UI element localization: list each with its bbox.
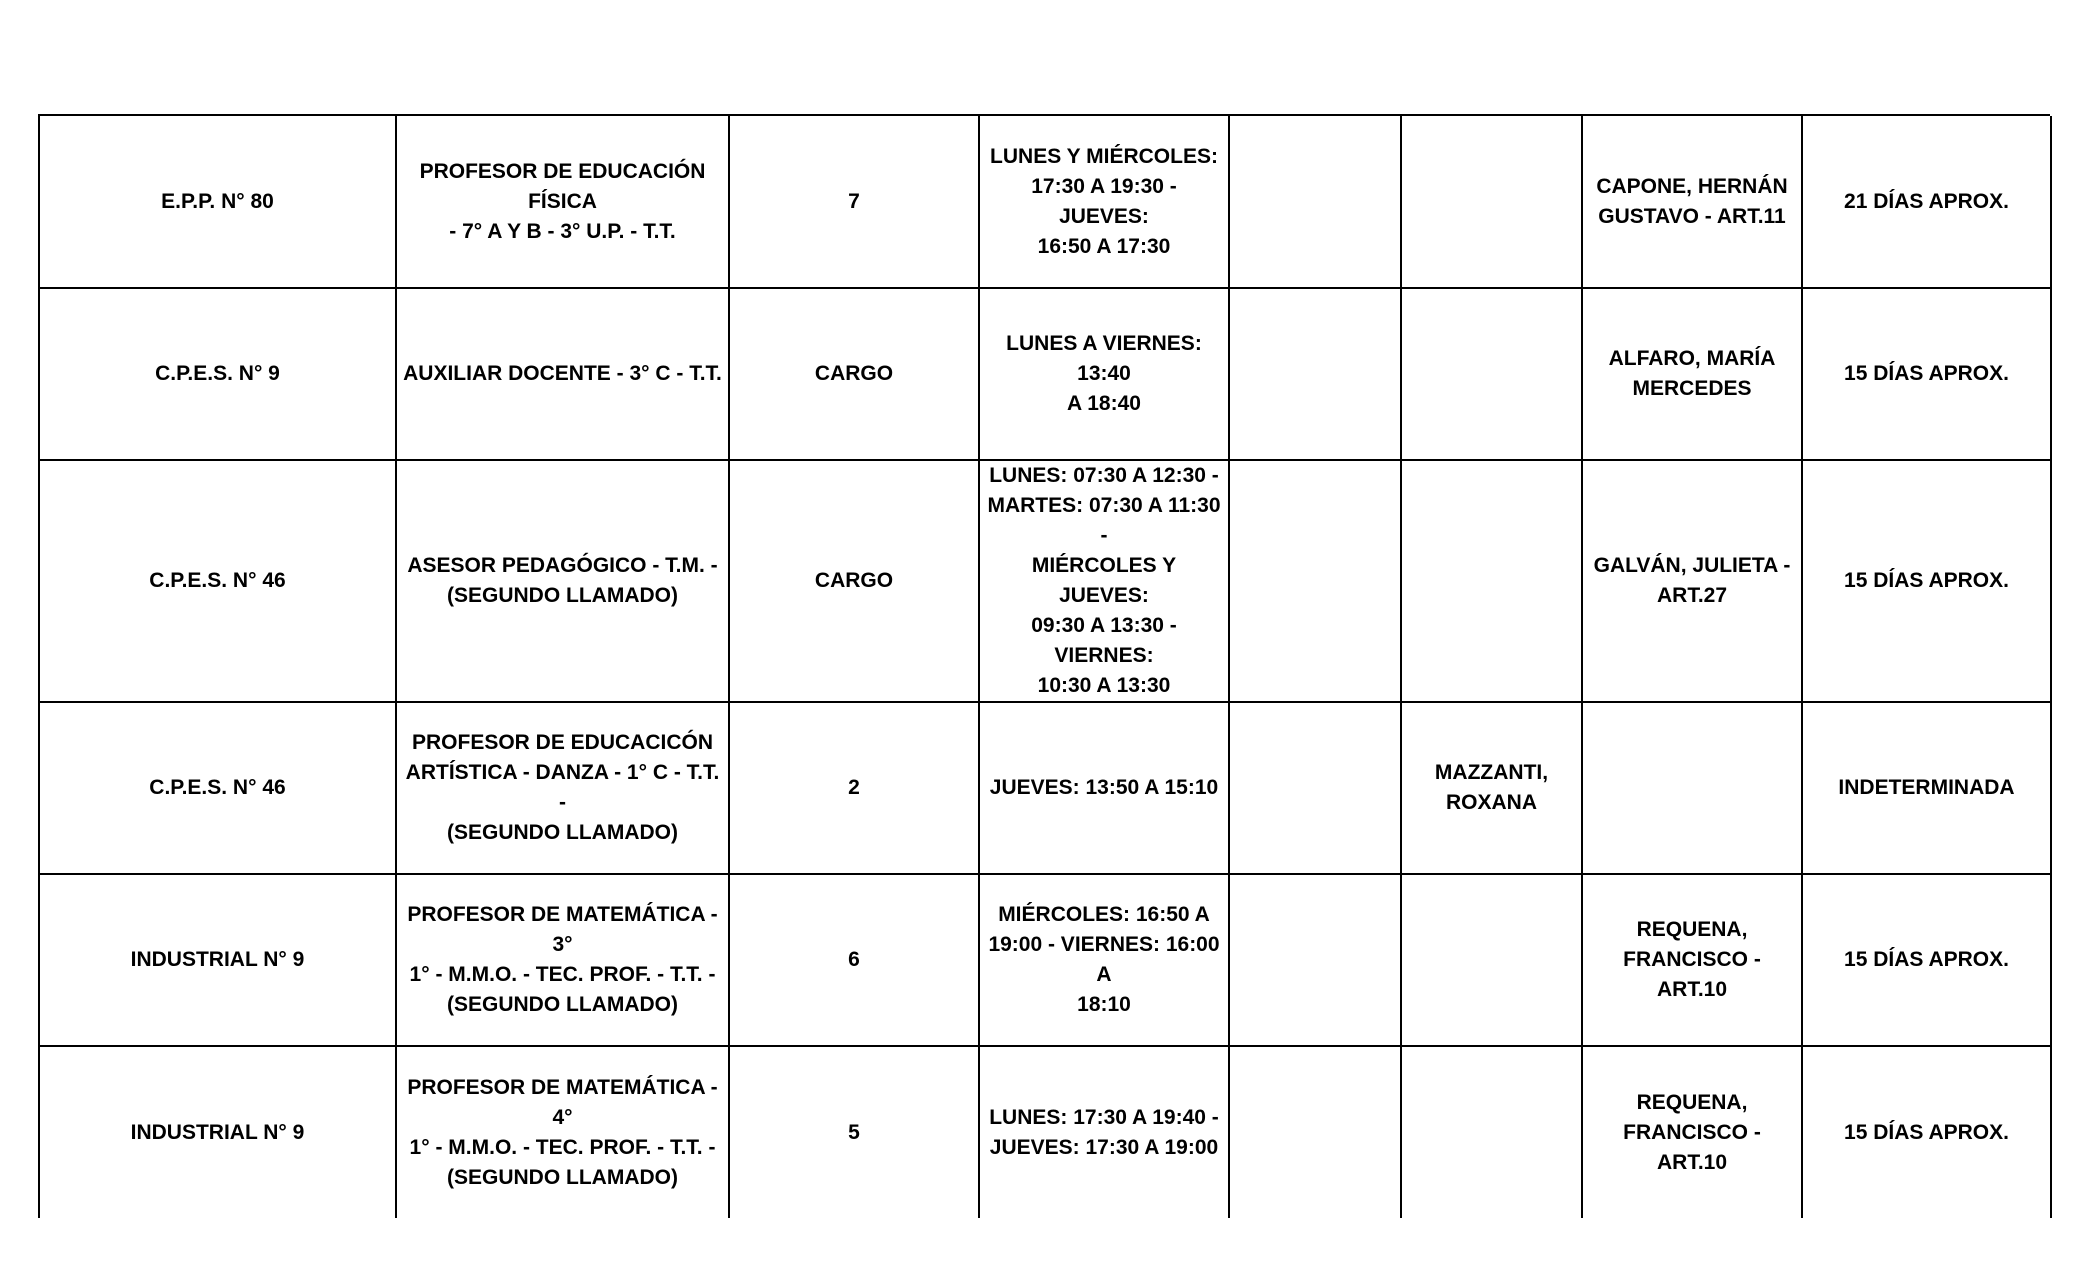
table-row (39, 1046, 2051, 1218)
hours-cell: CARGO (729, 288, 979, 460)
duration-cell: 15 DÍAS APROX. (1802, 1046, 2051, 1218)
hours-cell: 5 (729, 1046, 979, 1218)
empty-cell (1229, 116, 1401, 288)
vacancies-table (38, 116, 2052, 1218)
empty-cell (1229, 874, 1401, 1046)
name-cell (1401, 288, 1582, 460)
school-cell: E.P.P. N° 80 (39, 116, 396, 288)
holder-cell: CAPONE, HERNÁN GUSTAVO - ART.11 (1582, 116, 1802, 288)
table-row (39, 460, 2051, 702)
hours-cell: 7 (729, 116, 979, 288)
duration-cell: 21 DÍAS APROX. (1802, 116, 2051, 288)
schedule-cell: JUEVES: 13:50 A 15:10 (979, 702, 1229, 874)
position-cell: PROFESOR DE EDUCACIÓN FÍSICA - 7° A Y B - 3° U.P. - T.T. (396, 116, 729, 288)
name-cell (1401, 874, 1582, 1046)
position-cell: PROFESOR DE MATEMÁTICA - 4° 1° - M.M.O. - TEC. PROF. - T.T. - (SEGUNDO LLAMADO) (396, 1046, 729, 1218)
duration-cell: INDETERMINADA (1802, 702, 2051, 874)
schedule-cell: LUNES: 07:30 A 12:30 - MARTES: 07:30 A 11:30 - MIÉRCOLES Y JUEVES: 09:30 A 13:30 - VIERNES: 10:30 A 13:30 (979, 460, 1229, 702)
name-cell (1401, 1046, 1582, 1218)
name-cell (1401, 460, 1582, 702)
schedule-cell: LUNES Y MIÉRCOLES: 17:30 A 19:30 - JUEVES: 16:50 A 17:30 (979, 116, 1229, 288)
hours-cell: 6 (729, 874, 979, 1046)
holder-cell (1582, 702, 1802, 874)
table-row (39, 702, 2051, 874)
schedule-cell: LUNES: 17:30 A 19:40 - JUEVES: 17:30 A 19:00 (979, 1046, 1229, 1218)
schedule-cell: MIÉRCOLES: 16:50 A 19:00 - VIERNES: 16:00 A 18:10 (979, 874, 1229, 1046)
position-cell: PROFESOR DE EDUCACICÓN ARTÍSTICA - DANZA - 1° C - T.T. - (SEGUNDO LLAMADO) (396, 702, 729, 874)
empty-cell (1229, 460, 1401, 702)
empty-cell (1229, 288, 1401, 460)
table-row (39, 874, 2051, 1046)
duration-cell: 15 DÍAS APROX. (1802, 460, 2051, 702)
school-cell: INDUSTRIAL N° 9 (39, 874, 396, 1046)
position-cell: PROFESOR DE MATEMÁTICA - 3° 1° - M.M.O. - TEC. PROF. - T.T. - (SEGUNDO LLAMADO) (396, 874, 729, 1046)
position-cell: ASESOR PEDAGÓGICO - T.M. - (SEGUNDO LLAMADO) (396, 460, 729, 702)
duration-cell: 15 DÍAS APROX. (1802, 288, 2051, 460)
holder-cell: ALFARO, MARÍA MERCEDES (1582, 288, 1802, 460)
school-cell: C.P.E.S. N° 46 (39, 702, 396, 874)
school-cell: C.P.E.S. N° 46 (39, 460, 396, 702)
holder-cell: REQUENA, FRANCISCO - ART.10 (1582, 1046, 1802, 1218)
hours-cell: CARGO (729, 460, 979, 702)
name-cell (1401, 116, 1582, 288)
name-cell: MAZZANTI, ROXANA (1401, 702, 1582, 874)
spreadsheet-page (38, 114, 2050, 1189)
empty-cell (1229, 702, 1401, 874)
table-row (39, 288, 2051, 460)
hours-cell: 2 (729, 702, 979, 874)
school-cell: C.P.E.S. N° 9 (39, 288, 396, 460)
position-cell: AUXILIAR DOCENTE - 3° C - T.T. (396, 288, 729, 460)
schedule-cell: LUNES A VIERNES: 13:40 A 18:40 (979, 288, 1229, 460)
empty-cell (1229, 1046, 1401, 1218)
school-cell: INDUSTRIAL N° 9 (39, 1046, 396, 1218)
duration-cell: 15 DÍAS APROX. (1802, 874, 2051, 1046)
holder-cell: REQUENA, FRANCISCO - ART.10 (1582, 874, 1802, 1046)
holder-cell: GALVÁN, JULIETA - ART.27 (1582, 460, 1802, 702)
table-row (39, 116, 2051, 288)
